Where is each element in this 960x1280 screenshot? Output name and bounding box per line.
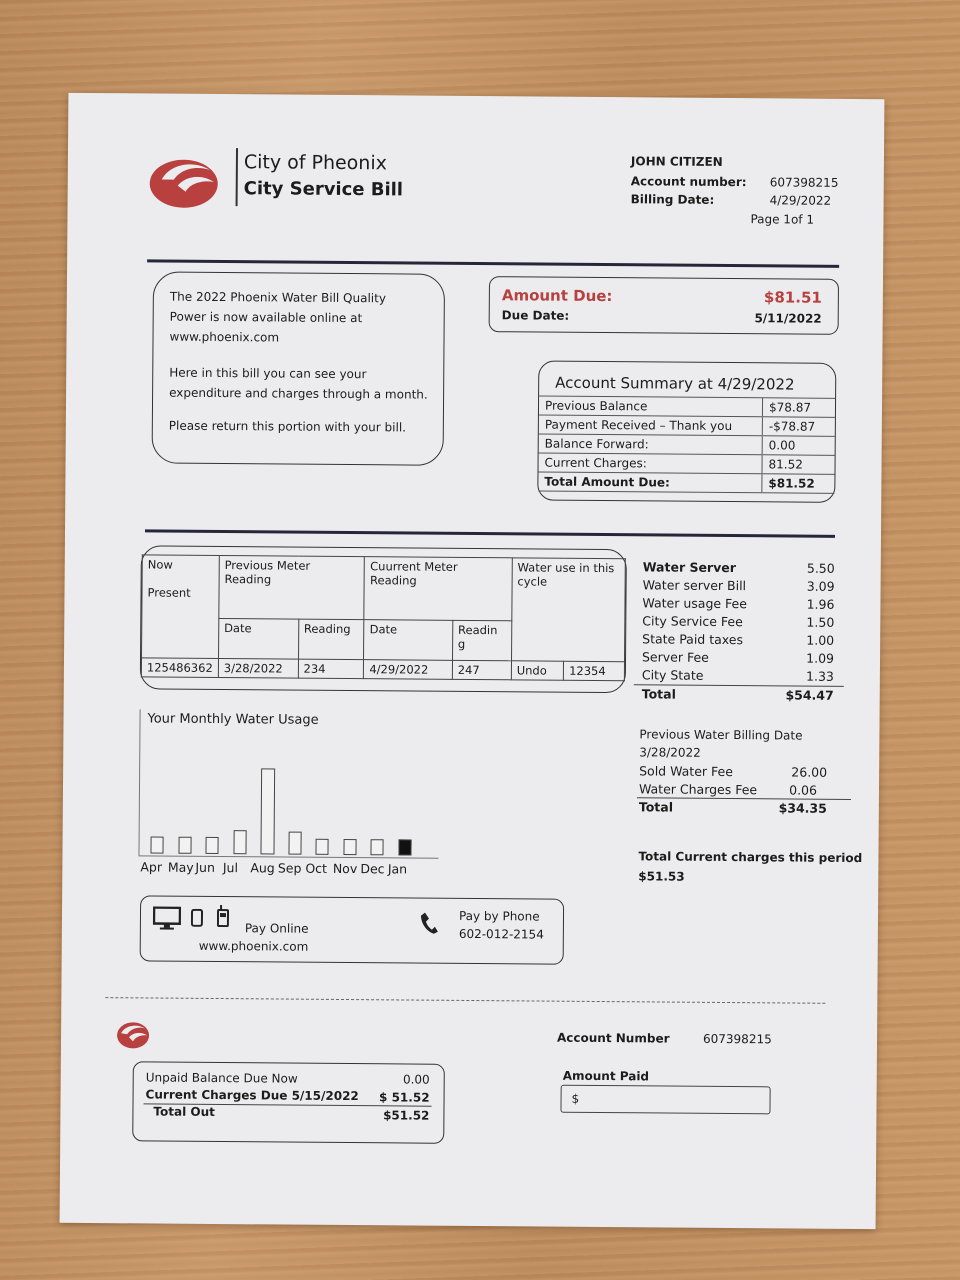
stub-account-label: Account Number	[556, 1030, 670, 1046]
charge-row	[639, 559, 849, 579]
usage-bar-may	[178, 837, 191, 854]
message-paragraph-3: Please return this portion with your bill.	[168, 418, 407, 435]
month-label-apr: Apr	[140, 859, 163, 875]
summary-total-value: $81.52	[762, 474, 835, 494]
message-paragraph-1	[169, 287, 386, 349]
curr-date: 4/29/2022	[364, 660, 453, 680]
phoenix-logo-icon	[148, 149, 226, 210]
month-label-oct: Oct	[305, 860, 328, 876]
account-summary-box	[537, 361, 836, 503]
charge-row	[639, 577, 849, 597]
charges-total-label: Total	[641, 686, 676, 702]
previous-billing-total-value: $34.35	[778, 800, 827, 816]
charges-total-value: $54.47	[785, 687, 834, 703]
charge-label: Server Fee	[641, 649, 709, 665]
message-line: expenditure and charges through a month.	[169, 385, 428, 402]
charge-label: City Service Fee	[642, 613, 743, 630]
curr-reading-subheader	[452, 620, 511, 661]
month-label-nov: Nov	[332, 860, 358, 877]
billing-date: 4/29/2022	[769, 193, 832, 208]
summary-value: $78.87	[762, 398, 835, 418]
usage-bar-dec	[370, 839, 383, 855]
summary-label: Balance Forward:	[539, 434, 763, 455]
usage-bar-sep	[288, 832, 301, 855]
water-use-value: 12354	[564, 661, 625, 680]
unpaid-label: Unpaid Balance Due Now	[145, 1070, 298, 1086]
prev-date-header: Date	[218, 618, 298, 659]
previous-billing-value: 0.06	[789, 782, 818, 798]
reading-wrap-2: g	[457, 636, 466, 651]
account-number: 607398215	[769, 175, 839, 190]
bill-page	[60, 93, 885, 1229]
current-charges-due-value: $ 51.52	[379, 1090, 430, 1105]
usage-chart	[138, 707, 439, 889]
customer-name: JOHN CITIZEN	[630, 154, 723, 169]
message-box	[152, 271, 445, 465]
charge-label: Water server Bill	[642, 577, 747, 594]
previous-billing-row	[637, 763, 827, 782]
charge-value: 3.09	[806, 578, 835, 594]
meter-present-label: Present	[147, 585, 191, 600]
previous-billing-date: 3/28/2022	[639, 745, 701, 760]
stub-account-number: 607398215	[702, 1031, 772, 1047]
chart-x-axis	[138, 855, 438, 858]
water-use-label: Undo	[511, 661, 564, 680]
due-date-label: Due Date:	[501, 308, 570, 323]
meter-now-label: Now	[147, 557, 173, 572]
charge-label: Water Server	[642, 559, 736, 576]
meter-reading-box	[140, 545, 627, 693]
meter-now-header	[142, 555, 220, 659]
prev-date: 3/28/2022	[218, 659, 298, 679]
usage-bar-jun	[205, 837, 218, 854]
summary-row	[539, 434, 835, 455]
due-date: 5/11/2022	[754, 311, 822, 326]
pay-online-label: Pay Online	[244, 921, 309, 936]
message-line: Here in this bill you can see your	[169, 365, 367, 382]
usage-bar-aug	[260, 768, 275, 854]
chart-month-labels	[138, 859, 438, 881]
curr-reading: 247	[452, 660, 511, 679]
pay-phone-number[interactable]: 602-012-2154	[458, 926, 544, 942]
charge-row	[638, 595, 848, 615]
month-label-jan: Jan	[387, 861, 408, 877]
summary-value: 0.00	[762, 436, 835, 456]
charge-label: Water usage Fee	[642, 595, 748, 612]
prev-reading-subheader: Reading	[298, 619, 364, 660]
usage-bar-jul	[233, 830, 246, 854]
meter-table	[141, 554, 626, 681]
charges-total-row	[638, 686, 848, 706]
curr-reading-header: Cuurrent Meter Reading	[364, 557, 512, 621]
tablet-icon	[191, 909, 203, 927]
summary-label: Previous Balance	[539, 396, 763, 417]
message-link: www.phoenix.com	[169, 329, 280, 345]
small-phoenix-logo-icon	[115, 1017, 151, 1049]
top-rule	[147, 259, 839, 267]
account-label: Account number:	[630, 174, 747, 190]
unpaid-value: 0.00	[402, 1072, 430, 1087]
amount-paid-prefix: $	[571, 1091, 580, 1106]
desktop-icon	[153, 907, 181, 931]
month-label-may: May	[167, 859, 194, 875]
previous-billing-total-label: Total	[638, 799, 674, 815]
charge-value: 1.50	[806, 614, 835, 630]
previous-billing-title: Previous Water Billing Date	[639, 727, 803, 743]
charge-value: 1.00	[806, 632, 835, 648]
chart-title: Your Monthly Water Usage	[147, 711, 319, 728]
prev-reading-header: Previous Meter Reading	[219, 556, 365, 620]
pay-phone-label: Pay by Phone	[458, 908, 540, 924]
tear-line	[105, 997, 825, 1004]
total-out-label: Total Out	[153, 1104, 215, 1119]
page-number: Page 1of 1	[750, 212, 815, 227]
month-label-dec: Dec	[360, 861, 385, 877]
bill-title: City Service Bill	[243, 178, 404, 201]
charge-row	[638, 631, 848, 651]
amount-paid-field[interactable]	[560, 1085, 770, 1115]
message-paragraph-2	[169, 363, 428, 405]
billing-date-label: Billing Date:	[630, 192, 715, 207]
previous-billing-value: 26.00	[791, 764, 828, 780]
curr-date-header: Date	[364, 619, 453, 660]
charge-value: 1.96	[806, 596, 835, 612]
chart-bars	[138, 767, 439, 855]
previous-billing-label: Sold Water Fee	[639, 763, 733, 780]
summary-label: Current Charges:	[538, 453, 762, 474]
current-period-value: $51.53	[638, 869, 685, 884]
amount-paid-label: Amount Paid	[562, 1068, 650, 1084]
middle-rule	[145, 529, 835, 537]
prev-reading: 234	[298, 659, 364, 679]
summary-label: Payment Received – Thank you	[539, 415, 763, 436]
meter-data-row	[141, 658, 624, 681]
usage-bar-oct	[315, 839, 328, 855]
charges-list	[638, 559, 849, 711]
meter-id: 125486362	[141, 658, 218, 678]
summary-total-label: Total Amount Due:	[538, 472, 762, 493]
charge-row	[638, 613, 848, 633]
summary-table	[538, 396, 835, 494]
reading-wrap-1: Readin	[458, 622, 498, 637]
message-line: The 2022 Phoenix Water Bill Quality	[169, 289, 387, 306]
summary-value: 81.52	[762, 455, 835, 475]
previous-billing-total-row	[637, 799, 827, 818]
water-use-header: Water use in this cycle	[511, 558, 625, 662]
message-line: Power is now available online at	[169, 309, 363, 326]
current-period-label: Total Current charges this period	[638, 849, 863, 866]
summary-title: Account Summary at 4/29/2022	[555, 373, 795, 394]
month-label-jun: Jun	[195, 859, 215, 875]
org-name: City of Pheonix	[243, 151, 388, 175]
payment-options-box	[140, 895, 565, 964]
usage-bar-jan	[398, 839, 411, 855]
charge-value: 5.50	[806, 560, 835, 576]
summary-row	[538, 453, 834, 474]
month-label-jul: Jul	[222, 860, 239, 876]
charge-row	[638, 649, 848, 669]
mobile-phone-icon	[217, 905, 229, 927]
total-out-value: $51.52	[383, 1108, 430, 1123]
amount-due-value: $81.51	[763, 288, 822, 307]
charge-label: State Paid taxes	[642, 631, 744, 648]
previous-billing-label: Water Charges Fee	[638, 781, 758, 798]
summary-total-row	[538, 472, 834, 493]
summary-row	[539, 396, 835, 417]
charge-value: 1.09	[806, 650, 835, 666]
month-label-aug: Aug	[250, 860, 275, 876]
month-label-sep: Sep	[277, 860, 302, 876]
amount-due-box	[489, 276, 839, 335]
logo-divider	[236, 148, 238, 206]
amount-due-label: Amount Due:	[501, 286, 613, 306]
summary-value: -$78.87	[762, 417, 835, 437]
current-charges-due-label: Current Charges Due 5/15/2022	[145, 1087, 359, 1104]
telephone-icon	[419, 911, 439, 935]
charge-value: 1.33	[805, 668, 834, 684]
usage-bar-apr	[150, 836, 163, 853]
pay-online-url[interactable]: www.phoenix.com	[198, 938, 309, 954]
usage-bar-nov	[343, 839, 356, 855]
summary-row	[539, 415, 835, 436]
previous-billing	[637, 727, 858, 829]
stub-balance-box	[132, 1061, 445, 1143]
charge-label: City State	[641, 667, 704, 683]
